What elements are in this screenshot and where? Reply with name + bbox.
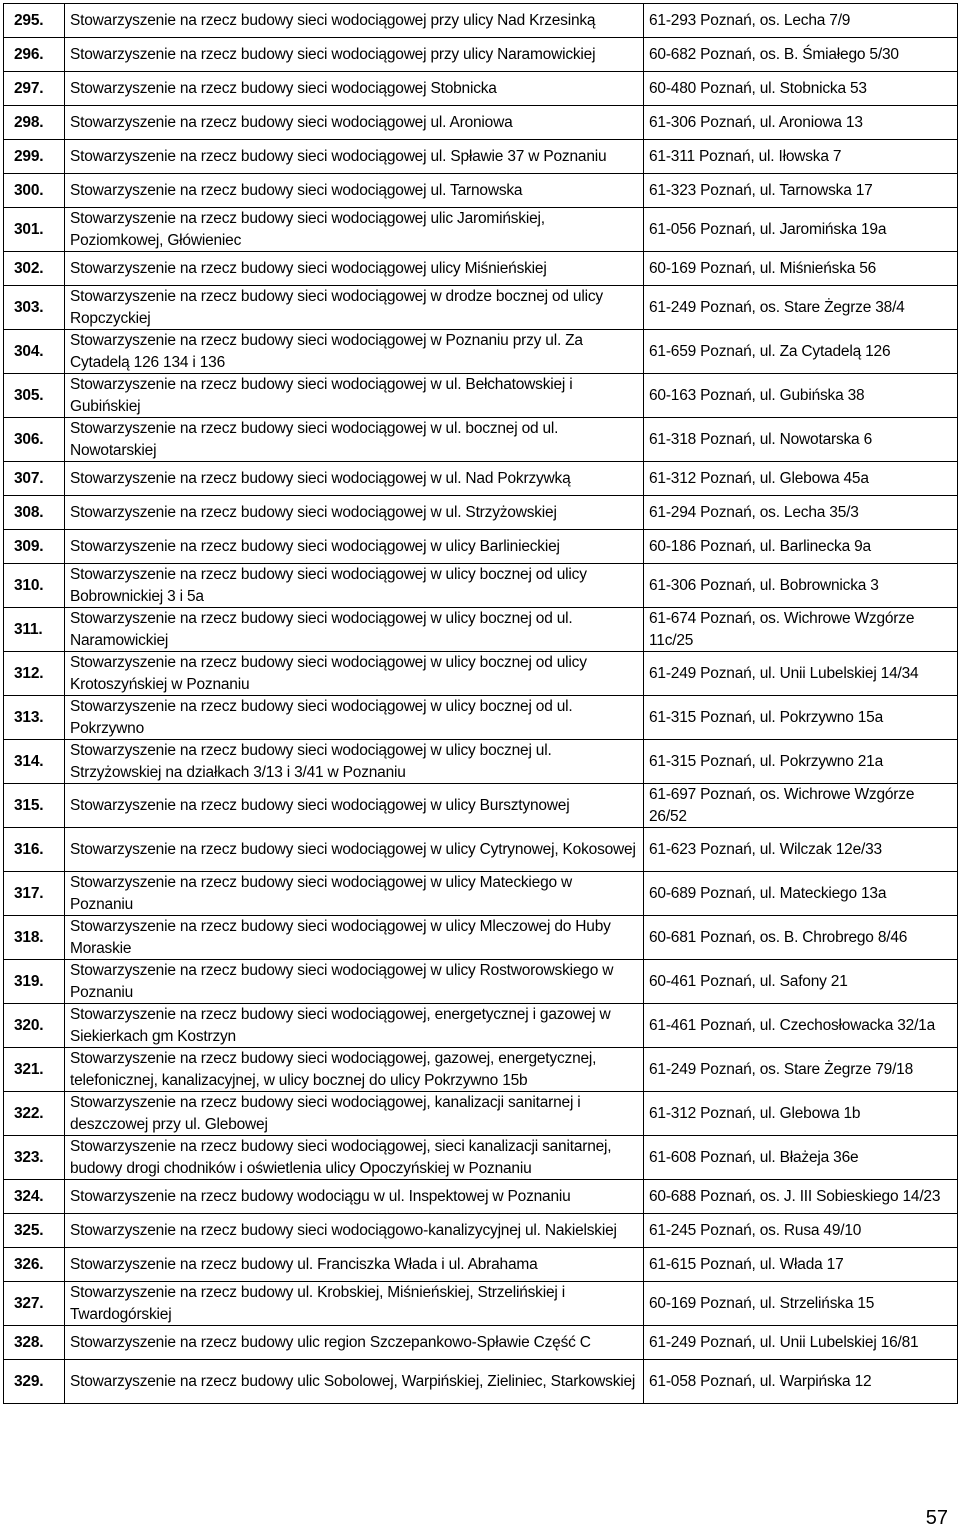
entry-number: 309.: [4, 530, 65, 564]
table-row: [4, 564, 958, 608]
association-address: 61-659 Poznań, ul. Za Cytadelą 126: [644, 330, 958, 374]
association-name: Stowarzyszenie na rzecz budowy ul. Franciszka Włada i ul. Abrahama: [65, 1248, 644, 1282]
association-address: 60-682 Poznań, os. B. Śmiałego 5/30: [644, 38, 958, 72]
entry-number: 306.: [4, 418, 65, 462]
association-address: 61-293 Poznań, os. Lecha 7/9: [644, 4, 958, 38]
associations-table-body: [4, 4, 958, 1404]
table-row: [4, 1248, 958, 1282]
association-name: Stowarzyszenie na rzecz budowy sieci wodociągowej, kanalizacji sanitarnej i deszczowej przy ul. Glebowej: [65, 1092, 644, 1136]
association-name: Stowarzyszenie na rzecz budowy sieci wodociągowej w ulicy Bursztynowej: [65, 784, 644, 828]
association-name: Stowarzyszenie na rzecz budowy sieci wodociągowej w ulicy Mateckiego w Poznaniu: [65, 872, 644, 916]
table-row: [4, 1136, 958, 1180]
table-row: [4, 330, 958, 374]
association-address: 61-245 Poznań, os. Rusa 49/10: [644, 1214, 958, 1248]
table-row: [4, 784, 958, 828]
association-address: 61-318 Poznań, ul. Nowotarska 6: [644, 418, 958, 462]
table-row: [4, 740, 958, 784]
table-row: [4, 960, 958, 1004]
table-row: [4, 286, 958, 330]
association-address: 61-461 Poznań, ul. Czechosłowacka 32/1a: [644, 1004, 958, 1048]
association-address: 61-058 Poznań, ul. Warpińska 12: [644, 1360, 958, 1404]
entry-number: 325.: [4, 1214, 65, 1248]
association-name: Stowarzyszenie na rzecz budowy sieci wodociągowej, energetycznej i gazowej w Siekierkach gm Kostrzyn: [65, 1004, 644, 1048]
table-row: [4, 496, 958, 530]
table-row: [4, 916, 958, 960]
entry-number: 318.: [4, 916, 65, 960]
association-address: 61-249 Poznań, ul. Unii Lubelskiej 16/81: [644, 1326, 958, 1360]
association-address: 60-169 Poznań, ul. Miśnieńska 56: [644, 252, 958, 286]
page-number: 57: [925, 1507, 948, 1529]
table-row: [4, 418, 958, 462]
table-row: [4, 608, 958, 652]
association-name: Stowarzyszenie na rzecz budowy sieci wodociągowej ul. Spławie 37 w Poznaniu: [65, 140, 644, 174]
table-row: [4, 1214, 958, 1248]
entry-number: 304.: [4, 330, 65, 374]
entry-number: 323.: [4, 1136, 65, 1180]
association-address: 60-681 Poznań, os. B. Chrobrego 8/46: [644, 916, 958, 960]
entry-number: 316.: [4, 828, 65, 872]
association-address: 61-674 Poznań, os. Wichrowe Wzgórze 11c/25: [644, 608, 958, 652]
association-name: Stowarzyszenie na rzecz budowy sieci wodociągowej w ulicy bocznej od ul. Pokrzywno: [65, 696, 644, 740]
entry-number: 298.: [4, 106, 65, 140]
association-name: Stowarzyszenie na rzecz budowy sieci wodociągowej, gazowej, energetycznej, telefonicznej, kanalizacyjnej, w ulicy bocznej do ulicy Pokrzywno 15b: [65, 1048, 644, 1092]
table-row: [4, 140, 958, 174]
association-address: 61-315 Poznań, ul. Pokrzywno 21a: [644, 740, 958, 784]
association-address: 61-312 Poznań, ul. Glebowa 45a: [644, 462, 958, 496]
entry-number: 303.: [4, 286, 65, 330]
entry-number: 322.: [4, 1092, 65, 1136]
entry-number: 307.: [4, 462, 65, 496]
association-name: Stowarzyszenie na rzecz budowy sieci wodociągowej w drodze bocznej od ulicy Ropczyckiej: [65, 286, 644, 330]
table-row: [4, 1180, 958, 1214]
entry-number: 329.: [4, 1360, 65, 1404]
association-name: Stowarzyszenie na rzecz budowy sieci wodociągowej w ulicy Rostworowskiego w Poznaniu: [65, 960, 644, 1004]
association-name: Stowarzyszenie na rzecz budowy sieci wodociągowej przy ulicy Naramowickiej: [65, 38, 644, 72]
association-name: Stowarzyszenie na rzecz budowy sieci wodociągowej ulic Jaromińskiej, Poziomkowej, Główieniec: [65, 208, 644, 252]
entry-number: 299.: [4, 140, 65, 174]
association-name: Stowarzyszenie na rzecz budowy wodociągu w ul. Inspektowej w Poznaniu: [65, 1180, 644, 1214]
table-row: [4, 872, 958, 916]
association-name: Stowarzyszenie na rzecz budowy sieci wodociągowej w ul. Bełchatowskiej i Gubińskiej: [65, 374, 644, 418]
association-name: Stowarzyszenie na rzecz budowy sieci wodociągowej w Poznaniu przy ul. Za Cytadelą 126 134 i 136: [65, 330, 644, 374]
association-name: Stowarzyszenie na rzecz budowy ulic Sobolowej, Warpińskiej, Zieliniec, Starkowskiej: [65, 1360, 644, 1404]
association-address: 61-249 Poznań, os. Stare Żegrze 79/18: [644, 1048, 958, 1092]
association-address: 61-311 Poznań, ul. Iłowska 7: [644, 140, 958, 174]
table-row: [4, 530, 958, 564]
association-name: Stowarzyszenie na rzecz budowy sieci wodociągowej ulicy Miśnieńskiej: [65, 252, 644, 286]
association-address: 60-186 Poznań, ul. Barlinecka 9a: [644, 530, 958, 564]
association-name: Stowarzyszenie na rzecz budowy sieci wodociągowej Stobnicka: [65, 72, 644, 106]
association-name: Stowarzyszenie na rzecz budowy sieci wodociągowej, sieci kanalizacji sanitarnej, budowy drogi chodników i oświetlenia ulicy Opoczyńskiej w Poznaniu: [65, 1136, 644, 1180]
association-address: 61-306 Poznań, ul. Bobrownicka 3: [644, 564, 958, 608]
table-row: [4, 1360, 958, 1404]
entry-number: 327.: [4, 1282, 65, 1326]
table-row: [4, 374, 958, 418]
association-address: 61-323 Poznań, ul. Tarnowska 17: [644, 174, 958, 208]
table-row: [4, 1092, 958, 1136]
entry-number: 301.: [4, 208, 65, 252]
association-address: 60-169 Poznań, ul. Strzelińska 15: [644, 1282, 958, 1326]
entry-number: 302.: [4, 252, 65, 286]
table-row: [4, 1282, 958, 1326]
association-name: Stowarzyszenie na rzecz budowy sieci wodociągowej w ulicy Cytrynowej, Kokosowej: [65, 828, 644, 872]
table-row: [4, 828, 958, 872]
association-address: 61-294 Poznań, os. Lecha 35/3: [644, 496, 958, 530]
association-address: 61-623 Poznań, ul. Wilczak 12e/33: [644, 828, 958, 872]
table-row: [4, 696, 958, 740]
association-address: 61-697 Poznań, os. Wichrowe Wzgórze 26/52: [644, 784, 958, 828]
association-name: Stowarzyszenie na rzecz budowy sieci wodociągowej w ul. bocznej od ul. Nowotarskiej: [65, 418, 644, 462]
association-address: 61-608 Poznań, ul. Błażeja 36e: [644, 1136, 958, 1180]
association-address: 60-689 Poznań, ul. Mateckiego 13a: [644, 872, 958, 916]
association-name: Stowarzyszenie na rzecz budowy sieci wodociągowej w ul. Strzyżowskiej: [65, 496, 644, 530]
association-name: Stowarzyszenie na rzecz budowy sieci wodociągowej w ulicy Barlinieckiej: [65, 530, 644, 564]
association-address: 61-249 Poznań, os. Stare Żegrze 38/4: [644, 286, 958, 330]
entry-number: 308.: [4, 496, 65, 530]
association-address: 60-480 Poznań, ul. Stobnicka 53: [644, 72, 958, 106]
entry-number: 300.: [4, 174, 65, 208]
association-name: Stowarzyszenie na rzecz budowy sieci wodociągowej ul. Tarnowska: [65, 174, 644, 208]
entry-number: 319.: [4, 960, 65, 1004]
table-row: [4, 174, 958, 208]
table-row: [4, 38, 958, 72]
entry-number: 295.: [4, 4, 65, 38]
table-row: [4, 252, 958, 286]
entry-number: 305.: [4, 374, 65, 418]
association-address: 61-315 Poznań, ul. Pokrzywno 15a: [644, 696, 958, 740]
table-row: [4, 72, 958, 106]
association-address: 61-056 Poznań, ul. Jaromińska 19a: [644, 208, 958, 252]
association-address: 60-163 Poznań, ul. Gubińska 38: [644, 374, 958, 418]
table-row: [4, 1326, 958, 1360]
association-name: Stowarzyszenie na rzecz budowy sieci wodociągowej w ulicy bocznej od ulicy Krotoszyńskiej w Poznaniu: [65, 652, 644, 696]
table-row: [4, 1048, 958, 1092]
entry-number: 314.: [4, 740, 65, 784]
association-name: Stowarzyszenie na rzecz budowy sieci wodociągowo-kanalizycyjnej ul. Nakielskiej: [65, 1214, 644, 1248]
entry-number: 324.: [4, 1180, 65, 1214]
entry-number: 326.: [4, 1248, 65, 1282]
association-address: 61-306 Poznań, ul. Aroniowa 13: [644, 106, 958, 140]
table-row: [4, 4, 958, 38]
entry-number: 315.: [4, 784, 65, 828]
association-name: Stowarzyszenie na rzecz budowy sieci wodociągowej w ulicy bocznej ul. Strzyżowskiej na działkach 3/13 i 3/41 w Poznaniu: [65, 740, 644, 784]
entry-number: 321.: [4, 1048, 65, 1092]
association-address: 61-312 Poznań, ul. Glebowa 1b: [644, 1092, 958, 1136]
entry-number: 328.: [4, 1326, 65, 1360]
entry-number: 313.: [4, 696, 65, 740]
entry-number: 311.: [4, 608, 65, 652]
associations-table: [3, 3, 958, 1404]
association-name: Stowarzyszenie na rzecz budowy sieci wodociągowej w ulicy bocznej od ul. Naramowickiej: [65, 608, 644, 652]
table-row: [4, 106, 958, 140]
table-row: [4, 208, 958, 252]
entry-number: 310.: [4, 564, 65, 608]
entry-number: 297.: [4, 72, 65, 106]
association-address: 60-461 Poznań, ul. Safony 21: [644, 960, 958, 1004]
table-row: [4, 1004, 958, 1048]
entry-number: 312.: [4, 652, 65, 696]
entry-number: 317.: [4, 872, 65, 916]
table-row: [4, 652, 958, 696]
association-address: 61-615 Poznań, ul. Włada 17: [644, 1248, 958, 1282]
association-name: Stowarzyszenie na rzecz budowy ulic region Szczepankowo-Spławie Część C: [65, 1326, 644, 1360]
entry-number: 320.: [4, 1004, 65, 1048]
table-row: [4, 462, 958, 496]
association-address: 61-249 Poznań, ul. Unii Lubelskiej 14/34: [644, 652, 958, 696]
association-name: Stowarzyszenie na rzecz budowy sieci wodociągowej w ulicy Mleczowej do Huby Moraskie: [65, 916, 644, 960]
association-name: Stowarzyszenie na rzecz budowy sieci wodociągowej przy ulicy Nad Krzesinką: [65, 4, 644, 38]
association-name: Stowarzyszenie na rzecz budowy sieci wodociągowej ul. Aroniowa: [65, 106, 644, 140]
association-name: Stowarzyszenie na rzecz budowy ul. Krobskiej, Miśnieńskiej, Strzelińskiej i Twardogórskiej: [65, 1282, 644, 1326]
entry-number: 296.: [4, 38, 65, 72]
association-name: Stowarzyszenie na rzecz budowy sieci wodociągowej w ul. Nad Pokrzywką: [65, 462, 644, 496]
association-address: 60-688 Poznań, os. J. III Sobieskiego 14/23: [644, 1180, 958, 1214]
association-name: Stowarzyszenie na rzecz budowy sieci wodociągowej w ulicy bocznej od ulicy Bobrownickiej 3 i 5a: [65, 564, 644, 608]
